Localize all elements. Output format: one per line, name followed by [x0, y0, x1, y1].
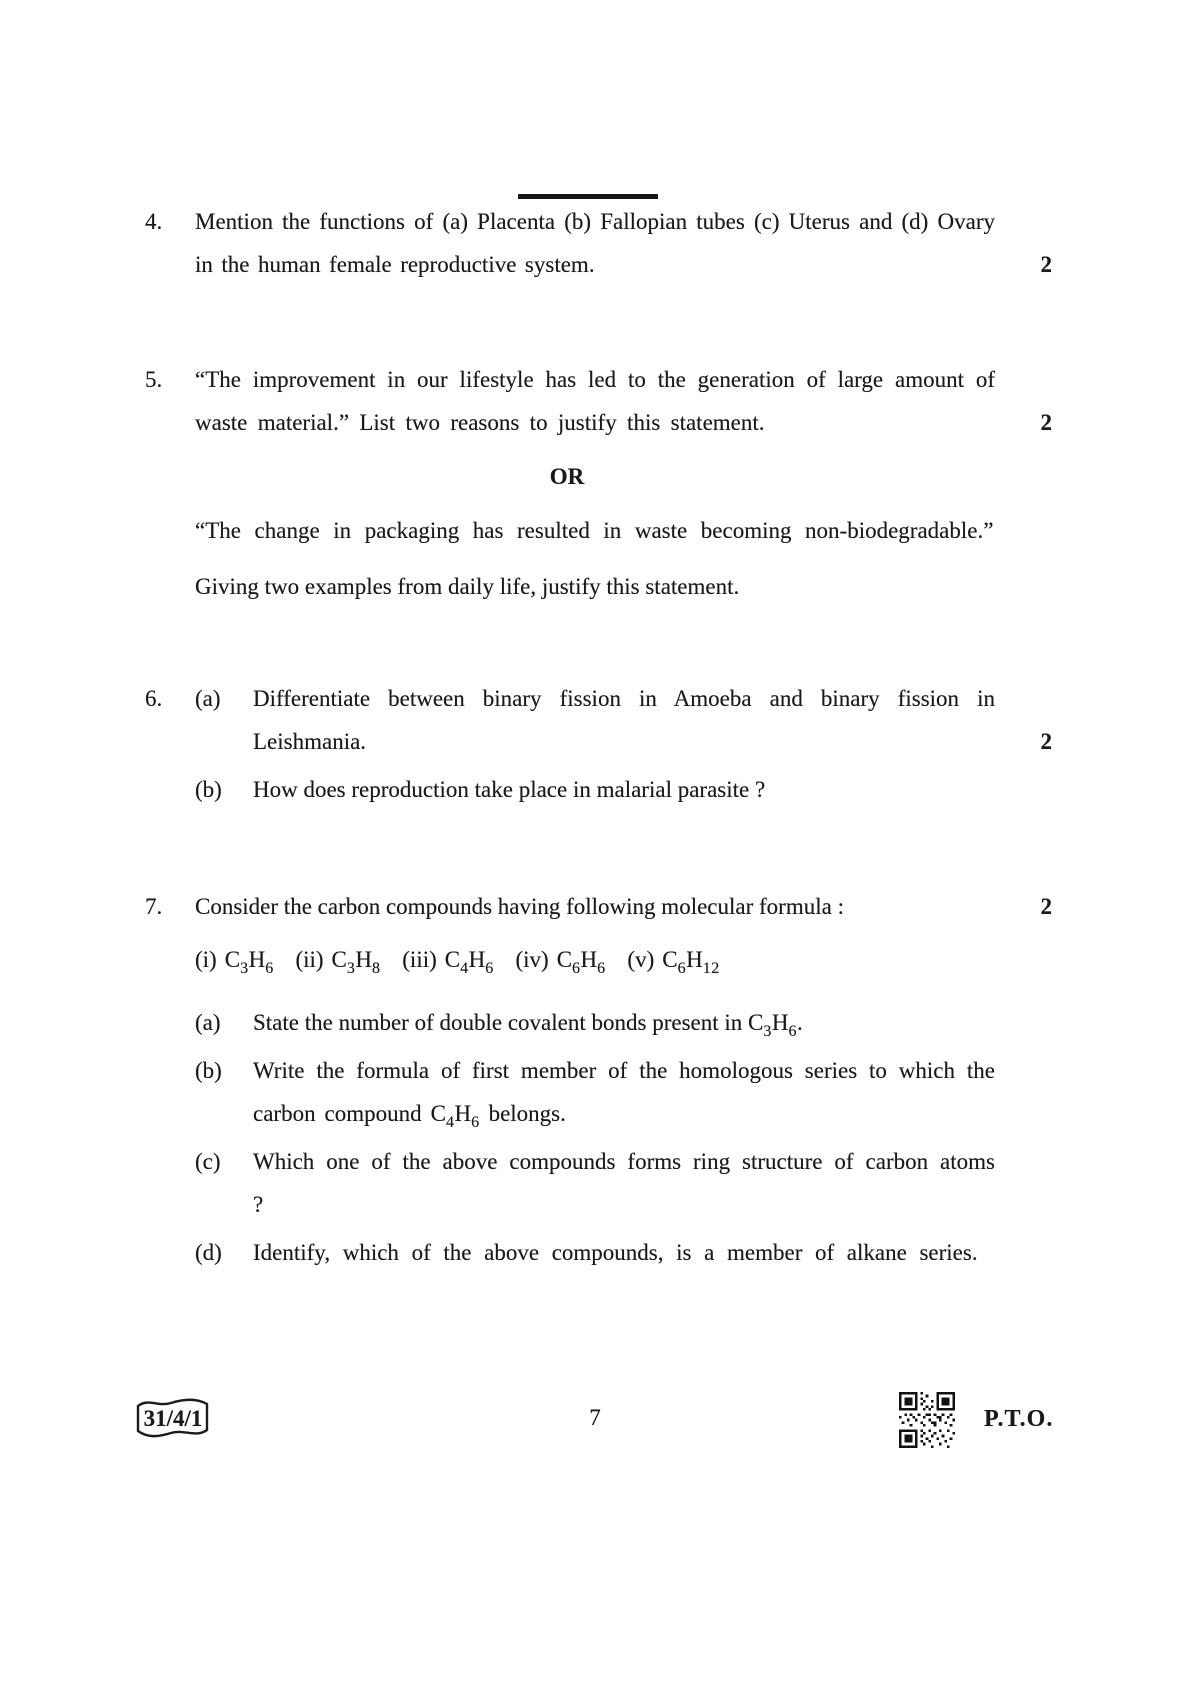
question-part-a [195, 677, 995, 763]
question-part-b [195, 1049, 995, 1135]
part-text: Write the formula of first member of the homologous series to which the carbon compound $C_4H_6$ belongs. [253, 1058, 995, 1131]
question-text: Consider the carbon compounds having following molecular formula : [195, 894, 844, 919]
alternative-statement: “The change in packaging has resulted in waste becoming non-biodegradable.” [195, 518, 994, 543]
question-7 [145, 885, 1052, 1274]
marks-value: 2 [1040, 410, 1052, 435]
marks-value: 2 [1040, 252, 1052, 277]
question-number: 4. [145, 209, 163, 234]
question-text: Mention the functions of (a) Placenta (b) Fallopian tubes (c) Uterus and (d) Ovary in the human female reproductive system. [195, 209, 995, 277]
part-text: Identify, which of the above compounds, is a member of alkane series. [253, 1240, 978, 1265]
part-text: Differentiate between binary fission in Amoeba and binary fission in Leishmania. [253, 686, 995, 754]
paper-code: 31/4/1 [143, 1406, 203, 1431]
question-number: 6. [145, 686, 163, 711]
question-part-d [195, 1231, 995, 1274]
part-label: (d) [195, 1240, 222, 1265]
question-part-c [195, 1140, 995, 1226]
qr-code [899, 1392, 955, 1448]
formula-item: (v) $C_6H_{12}$ [627, 947, 720, 977]
pto-label: P.T.O. [984, 1406, 1054, 1432]
marks-value: 2 [1040, 894, 1052, 919]
part-label: (c) [195, 1149, 221, 1174]
part-text: How does reproduction take place in malarial parasite ? [253, 777, 766, 802]
question-text: “The improvement in our lifestyle has led to the generation of large amount of waste material.” List two reasons to justify this statement. [195, 367, 995, 435]
chem-formula: $C_4H_6$ [444, 947, 494, 977]
question-part-b [195, 768, 995, 811]
question-4 [145, 200, 1052, 286]
marks-value: 2 [1040, 729, 1052, 754]
questions-area [145, 200, 1052, 1274]
alternative-instruction: Giving two examples from daily life, justify this statement. [195, 574, 740, 599]
part-text: Which one of the above compounds forms ring structure of carbon atoms ? [253, 1149, 995, 1217]
part-label: (b) [195, 777, 222, 802]
separator-rule [518, 194, 658, 199]
page-number: 7 [589, 1405, 601, 1430]
part-label: (a) [195, 1010, 221, 1035]
chem-formula: $C_6H_6$ [556, 947, 606, 977]
part-text: State the number of double covalent bonds present in $C_3H_6$. [253, 1010, 803, 1040]
chem-formula: $C_3H_6$ [224, 947, 274, 977]
formula-list [195, 938, 995, 981]
chem-formula: $C_3H_8$ [331, 947, 381, 977]
question-5 [145, 358, 1052, 608]
chem-formula: $C_4H_6$ [430, 1101, 480, 1131]
part-label: (a) [195, 686, 221, 711]
question-6 [145, 677, 1052, 811]
or-divider: OR [549, 464, 585, 489]
formula-item: (ii) $C_3H_8$ [295, 947, 381, 977]
question-number: 7. [145, 894, 163, 919]
formula-item: (iii) $C_4H_6$ [402, 947, 494, 977]
question-part-a [195, 1001, 995, 1044]
part-label: (b) [195, 1058, 222, 1083]
chem-formula: $C_3H_6$ [748, 1010, 797, 1040]
formula-item: (i) $C_3H_6$ [195, 947, 274, 977]
formula-item: (iv) $C_6H_6$ [515, 947, 606, 977]
question-number: 5. [145, 367, 163, 392]
chem-formula: $C_6H_{12}$ [662, 947, 720, 977]
